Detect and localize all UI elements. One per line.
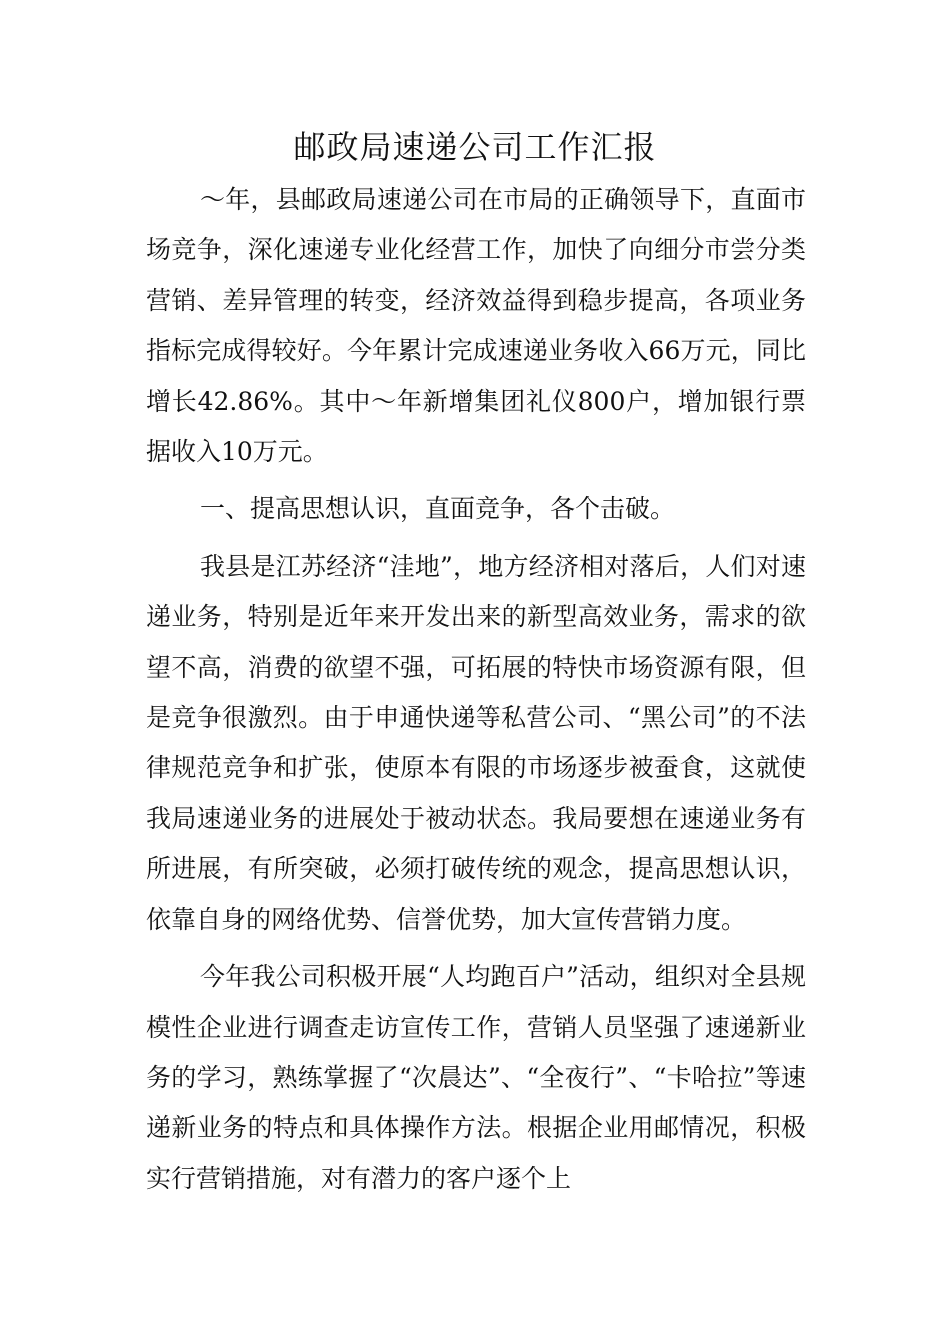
document-body (146, 175, 806, 1204)
paragraph-activities: 今年我公司积极开展“人均跑百户”活动，组织对全县规模性企业进行调查走访宣传工作，营销人员坚强了速递新业务的学习，熟练掌握了“次晨达”、“全夜行”、“卡哈拉”等速递新业务的特点和具体操作方法。根据企业用邮情况，积极实行营销措施，对有潜力的客户逐个上 (146, 962, 806, 1193)
paragraph-intro: ～年，县邮政局速递公司在市局的正确领导下，直面市场竞争，深化速递专业化经营工作，加快了向细分市尝分类营销、差异管理的转变，经济效益得到稳步提高，各项业务指标完成得较好。今年累计完成速递业务收入66万元，同比增长42.86%。其中～年新增集团礼仪800户，增加银行票据收入10万元。 (146, 185, 806, 467)
paragraph-background: 我县是江苏经济“洼地”，地方经济相对落后，人们对速递业务，特别是近年来开发出来的新型高效业务，需求的欲望不高，消费的欲望不强，可拓展的特快市场资源有限，但是竞争很激烈。由于申通快递等私营公司、“黑公司”的不法律规范竞争和扩张，使原本有限的市场逐步被蚕食，这就使我局速递业务的进展处于被动状态。我局要想在速递业务有所进展，有所突破，必须打破传统的观念，提高思想认识，依靠自身的网络优势、信誉优势，加大宣传营销力度。 (146, 551, 806, 934)
section-heading-1: 一、提高思想认识，直面竞争，各个击破。 (200, 494, 676, 524)
document-title: 邮政局速递公司工作汇报 (293, 128, 657, 166)
